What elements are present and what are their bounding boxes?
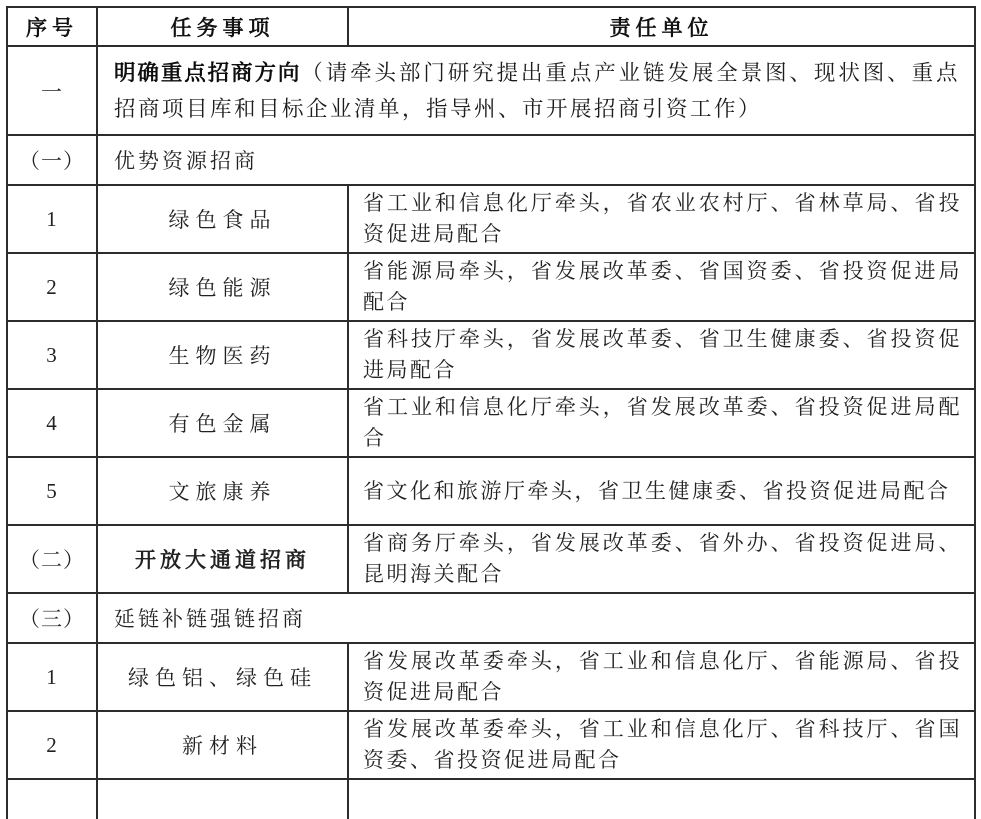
- row-serial: 一: [7, 46, 97, 135]
- row-serial: （二）: [7, 525, 97, 593]
- responsible-unit: 省能源局牵头，省发展改革委、省国资委、省投资促进局配合: [348, 253, 975, 321]
- header-responsible-unit: 责任单位: [348, 7, 975, 46]
- table-row: [7, 321, 975, 389]
- task-item: 新材料: [97, 711, 348, 779]
- row-serial: 5: [7, 457, 97, 525]
- task-item: 绿色能源: [97, 253, 348, 321]
- table-header-row: [7, 7, 975, 46]
- row-serial: （三）: [7, 593, 97, 643]
- table-row: [7, 135, 975, 185]
- section-intro-cell: [97, 46, 975, 135]
- table-row: [7, 593, 975, 643]
- responsible-unit: 省发展改革委牵头，省工业和信息化厅、省能源局、省投资促进局配合: [348, 643, 975, 711]
- responsible-unit: 省商务厅牵头，省发展改革委、省外办、省投资促进局、昆明海关配合: [348, 525, 975, 593]
- task-item: 有色金属: [97, 389, 348, 457]
- subsection-title: 优势资源招商: [97, 135, 975, 185]
- task-item-empty: [97, 779, 348, 819]
- responsible-unit: 省文化和旅游厅牵头，省卫生健康委、省投资促进局配合: [348, 457, 975, 525]
- row-serial: 2: [7, 711, 97, 779]
- task-item: 绿色食品: [97, 185, 348, 253]
- table-row-partial: [7, 779, 975, 819]
- section-description: （请牵头部门研究提出重点产业链发展全景图、现状图、重点招商项目库和目标企业清单，指导州、市开展招商引资工作）: [114, 60, 960, 121]
- responsible-unit-empty: [348, 779, 975, 819]
- table-row: [7, 389, 975, 457]
- table-row: [7, 711, 975, 779]
- table-row: [7, 457, 975, 525]
- table-row: [7, 525, 975, 593]
- row-serial: 1: [7, 185, 97, 253]
- task-item: 生物医药: [97, 321, 348, 389]
- task-responsibility-table: [6, 6, 976, 819]
- task-item: 文旅康养: [97, 457, 348, 525]
- responsible-unit: 省科技厅牵头，省发展改革委、省卫生健康委、省投资促进局配合: [348, 321, 975, 389]
- table-row: [7, 643, 975, 711]
- row-serial: 2: [7, 253, 97, 321]
- responsible-unit: 省工业和信息化厅牵头，省发展改革委、省投资促进局配合: [348, 389, 975, 457]
- task-item: 绿色铝、绿色硅: [97, 643, 348, 711]
- header-serial-number: 序号: [7, 7, 97, 46]
- row-serial: （一）: [7, 135, 97, 185]
- subsection-title: 开放大通道招商: [97, 525, 348, 593]
- header-task-item: 任务事项: [97, 7, 348, 46]
- responsible-unit: 省发展改革委牵头，省工业和信息化厅、省科技厅、省国资委、省投资促进局配合: [348, 711, 975, 779]
- row-serial: 4: [7, 389, 97, 457]
- section-title: 明确重点招商方向: [114, 60, 302, 85]
- row-serial: 3: [7, 321, 97, 389]
- table-row: [7, 185, 975, 253]
- row-serial: 1: [7, 643, 97, 711]
- row-serial-empty: [7, 779, 97, 819]
- table-row: [7, 46, 975, 135]
- subsection-title: 延链补链强链招商: [97, 593, 975, 643]
- table-row: [7, 253, 975, 321]
- responsible-unit: 省工业和信息化厅牵头，省农业农村厅、省林草局、省投资促进局配合: [348, 185, 975, 253]
